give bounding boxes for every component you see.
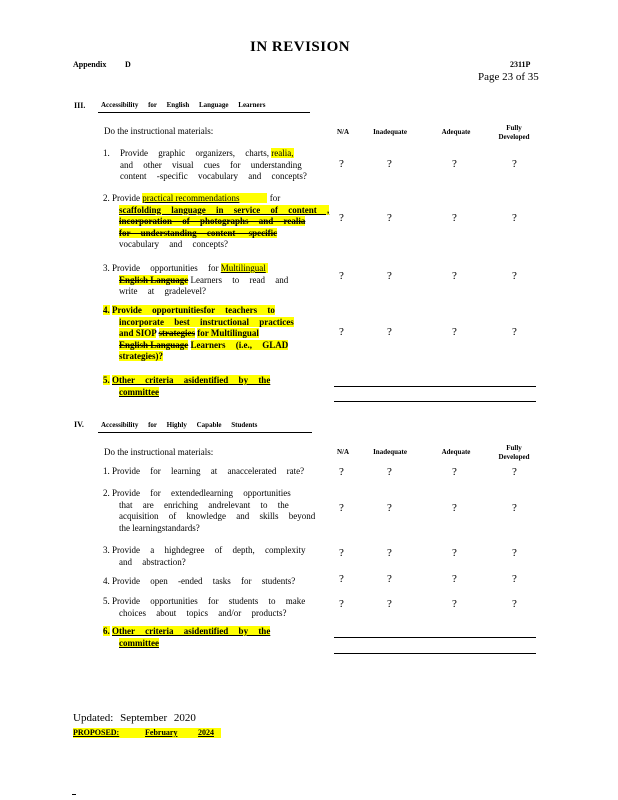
s3-row4-col3-mark: ? (452, 326, 457, 338)
col-inadequate: Inadequate (373, 128, 407, 136)
s4-item-2: 2. Provide for extendedlearning opportunities that are enriching andrelevant to the acquisition of knowledge and skills beyond the learningstandards? (103, 488, 316, 533)
s3-row1-col2-mark: ? (387, 158, 392, 170)
col-na-2: N/A (336, 448, 350, 456)
s3-item-4: 4. Provide opportunitiesfor teachers to incorporate best instructional practices and SIOP strategies for Multilingual English Language Learners (i.e., GLAD strategies)? (103, 305, 294, 361)
s3-item-5-line-2 (334, 401, 536, 402)
s4-row2-col1-mark: ? (339, 502, 344, 514)
s3-item-1-text: Provide graphic organizers, charts, realia, and other visual cues for understanding content -specific vocabulary and concepts? (120, 148, 307, 181)
s4-item-6: 6. Other criteria asidentified by the committee (103, 626, 271, 648)
updated-date: Updated: September 2020 (73, 712, 196, 724)
doc-number: 2311P (510, 60, 531, 69)
s4-row1-col2-mark: ? (387, 466, 392, 478)
s4-row4-col2-mark: ? (387, 573, 392, 585)
s4-row5-col1-mark: ? (339, 598, 344, 610)
section4-intro: Do the instructional materials: (104, 447, 214, 457)
s3-row3-col1-mark: ? (339, 270, 344, 282)
section4-number: IV. (74, 420, 84, 429)
s3-row3-col4-mark: ? (512, 270, 517, 282)
s4-item-1: 1. Provide for learning at anaccelerated rate? (103, 466, 305, 476)
page-mark (72, 794, 76, 795)
appendix-letter: D (125, 60, 131, 69)
s4-row3-col3-mark: ? (452, 547, 457, 559)
s3-item-5-line-1 (334, 386, 536, 387)
s4-row3-col4-mark: ? (512, 547, 517, 559)
s4-item-6-line-2 (334, 653, 536, 654)
section3-number: III. (74, 101, 86, 110)
proposed-line: PROPOSED: February 2024 (73, 728, 221, 738)
col-adequate: Adequate (441, 128, 471, 136)
s3-row4-col1-mark: ? (339, 326, 344, 338)
col-adequate-2: Adequate (441, 448, 471, 456)
s3-row2-col4-mark: ? (512, 212, 517, 224)
s4-row2-col4-mark: ? (512, 502, 517, 514)
section4-title: Accessibility for Highly Capable Students (101, 421, 258, 429)
s3-item-3: 3. Provide opportunities for Multilingual English Language Learners to read and write at gradelevel? (103, 263, 289, 296)
page-title: IN REVISION (250, 39, 351, 55)
section4-underline (98, 432, 312, 433)
s4-row2-col3-mark: ? (452, 502, 457, 514)
s4-row1-col1-mark: ? (339, 466, 344, 478)
col-fully: Fully Developed (498, 124, 530, 141)
section3-intro: Do the instructional materials: (104, 126, 214, 136)
s3-item-5: 5. Other criteria asidentified by the committee (103, 375, 271, 397)
section3-underline (98, 112, 310, 113)
s3-row3-col2-mark: ? (387, 270, 392, 282)
s4-row4-col4-mark: ? (512, 573, 517, 585)
s3-row4-col4-mark: ? (512, 326, 517, 338)
s4-row5-col3-mark: ? (452, 598, 457, 610)
s4-row5-col2-mark: ? (387, 598, 392, 610)
section3-title: Accessibility for English Language Learners (101, 101, 266, 109)
s4-row2-col2-mark: ? (387, 502, 392, 514)
s4-item-3: 3. Provide a highdegree of depth, complexity and abstraction? (103, 545, 306, 567)
s3-row1-col4-mark: ? (512, 158, 517, 170)
page-number: Page 23 of 35 (478, 71, 539, 83)
s3-item-2: 2. Provide practical recommendations for scaffolding language in service of content , incorporation of photographs and realia for understanding content -specific vocabulary and concepts? (103, 193, 330, 249)
col-fully-2: Fully Developed (498, 444, 530, 461)
s4-item-4: 4. Provide open -ended tasks for students? (103, 576, 296, 586)
s3-row2-col3-mark: ? (452, 212, 457, 224)
s3-row2-col2-mark: ? (387, 212, 392, 224)
col-na: N/A (336, 128, 350, 136)
s3-row1-col3-mark: ? (452, 158, 457, 170)
appendix-label: Appendix (73, 60, 107, 69)
s4-row1-col3-mark: ? (452, 466, 457, 478)
s4-row3-col2-mark: ? (387, 547, 392, 559)
s4-row4-col1-mark: ? (339, 573, 344, 585)
s4-row5-col4-mark: ? (512, 598, 517, 610)
s4-item-5: 5. Provide opportunities for students to make choices about topics and/or products? (103, 596, 306, 618)
s3-row4-col2-mark: ? (387, 326, 392, 338)
s4-row4-col3-mark: ? (452, 573, 457, 585)
s4-item-6-line-1 (334, 637, 536, 638)
s3-item-1: 1. (103, 148, 110, 158)
s3-row2-col1-mark: ? (339, 212, 344, 224)
s4-row3-col1-mark: ? (339, 547, 344, 559)
s3-row1-col1-mark: ? (339, 158, 344, 170)
s4-row1-col4-mark: ? (512, 466, 517, 478)
s3-row3-col3-mark: ? (452, 270, 457, 282)
col-inadequate-2: Inadequate (373, 448, 407, 456)
